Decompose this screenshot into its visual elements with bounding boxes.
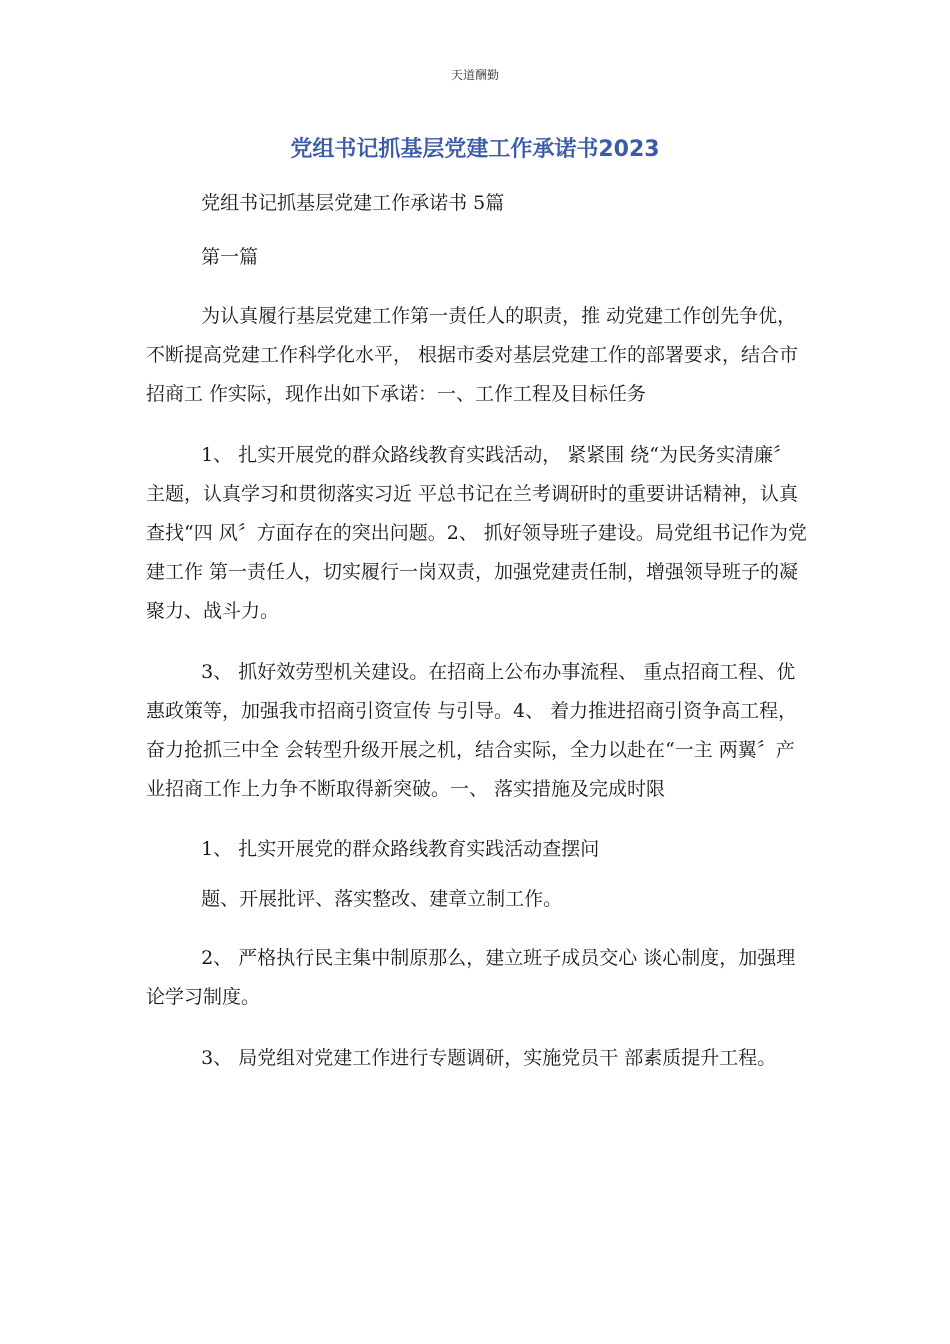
body-paragraph: 1、 扎实开展党的群众路线教育实践活动， 紧紧围 绕“为民务实清廉〞主题，认真学习和贯彻落实习近 平总书记在兰考调研时的重要讲话精神，认真查找“四 风〞方面存在的突出问题。2、 抓好领导班子建设。局党组书记作为党建工作 第一责任人，切实履行一岗双责，加强党建责任制，增强领导班子的凝聚力、战斗力。 xyxy=(146,444,807,622)
body-paragraph: 1、 扎实开展党的群众路线教育实践活动查摆问 xyxy=(201,838,600,860)
body-paragraph: 2、 严格执行民主集中制原那么，建立班子成员交心 谈心制度，加强理论学习制度。 xyxy=(146,947,796,1008)
document-body xyxy=(146,185,810,1078)
body-paragraph: 3、 抓好效劳型机关建设。在招商上公布办事流程、 重点招商工程、优惠政策等，加强我市招商引资宣传 与引导。4、 着力推进招商引资争高工程，奋力抢抓三中全 会转型升级开展之机，结合实际，全力以赴在“一主 两翼〞产业招商工作上力争不断取得新突破。一、 落实措施及完成时限 xyxy=(146,661,798,800)
subtitle-paragraph: 党组书记抓基层党建工作承诺书 5篇 xyxy=(201,192,505,214)
header-mark: 天道酬勤 xyxy=(450,68,499,82)
body-paragraph: 题、开展批评、落实整改、建章立制工作。 xyxy=(201,888,563,910)
body-paragraph: 3、 局党组对党建工作进行专题调研，实施党员干 部素质提升工程。 xyxy=(201,1047,777,1069)
body-paragraph: 为认真履行基层党建工作第一责任人的职责，推 动党建工作创先争优，不断提高党建工作科学化水平， 根据市委对基层党建工作的部署要求，结合市招商工 作实际，现作出如下承诺：一、工作工程及目标任务 xyxy=(146,305,799,405)
document-title: 党组书记抓基层党建工作承诺书2023 xyxy=(290,137,660,162)
section-heading: 第一篇 xyxy=(201,246,259,268)
